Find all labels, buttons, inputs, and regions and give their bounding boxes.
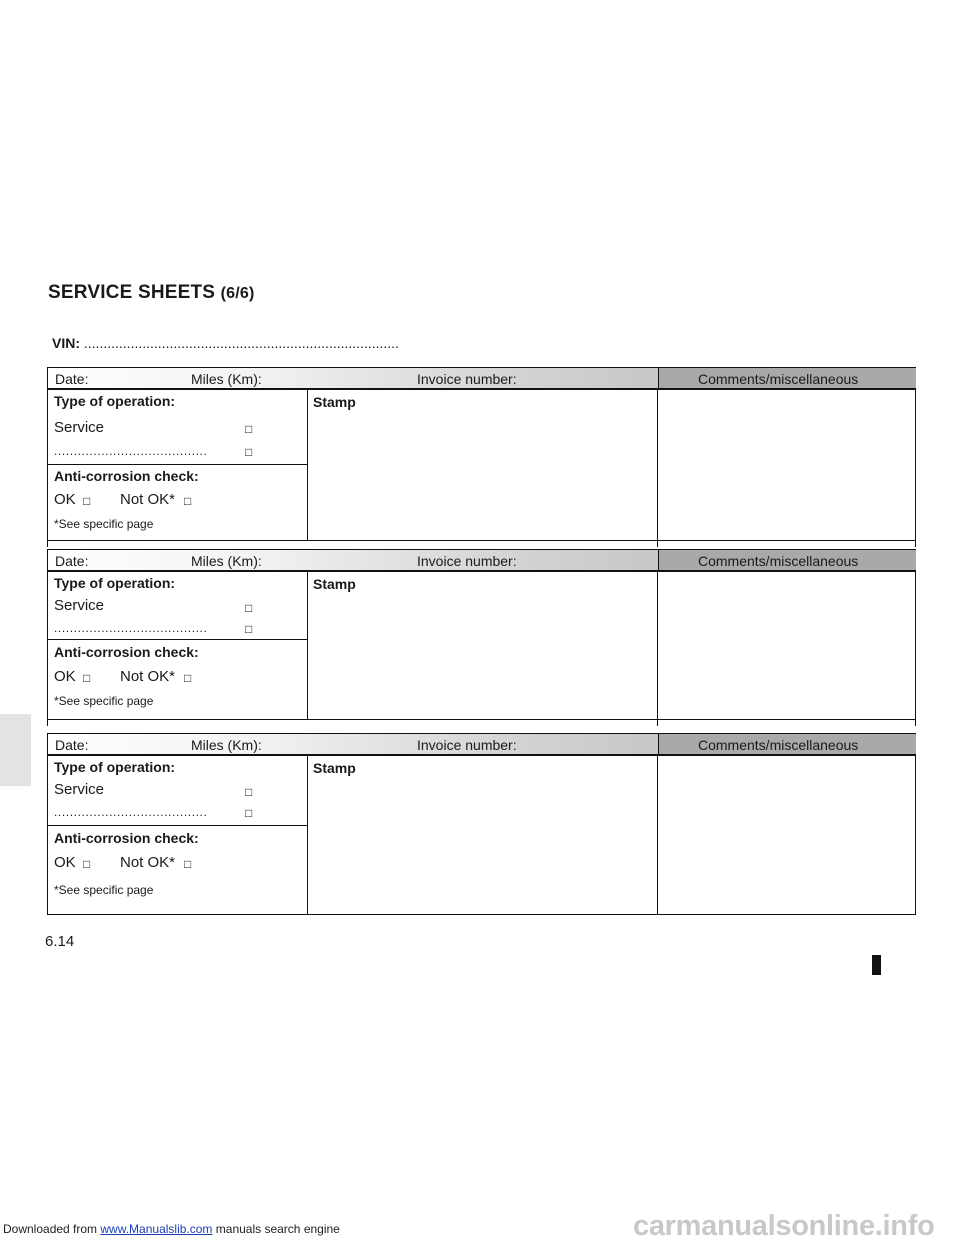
sheet-body: [48, 756, 915, 914]
operation-column: [48, 756, 308, 914]
date-label: Date:: [55, 371, 89, 387]
service-sheet-3: [47, 733, 916, 915]
see-specific-note: *See specific page: [54, 883, 154, 897]
sheet-body: [48, 390, 915, 540]
page-title: [48, 282, 255, 304]
stamp-column: [308, 572, 658, 719]
not-ok-checkbox[interactable]: □: [184, 494, 192, 508]
service-checkbox[interactable]: □: [245, 785, 253, 799]
service-label: Service: [54, 419, 105, 436]
other-operation-dots: .......................................: [54, 805, 208, 819]
stamp-label: Stamp: [313, 576, 356, 592]
invoice-label: Invoice number:: [417, 371, 517, 387]
see-specific-note: *See specific page: [54, 694, 154, 708]
other-operation-checkbox[interactable]: □: [245, 445, 253, 459]
anti-corrosion-label: Anti-corrosion check:: [54, 830, 199, 846]
end-of-section-mark: [872, 955, 881, 975]
manualslib-link[interactable]: www.Manualslib.com: [100, 1222, 213, 1236]
ok-label: OK: [54, 491, 76, 508]
sheet-separator: [47, 720, 916, 726]
invoice-label: Invoice number:: [417, 737, 517, 753]
type-of-operation-box: [48, 756, 307, 826]
date-label: Date:: [55, 553, 89, 569]
other-operation-dots: .......................................: [54, 621, 208, 635]
ok-checkbox[interactable]: □: [83, 857, 91, 871]
vin-label: VIN:: [52, 335, 80, 351]
footer-prefix: Downloaded from: [3, 1222, 101, 1236]
ok-checkbox[interactable]: □: [83, 494, 91, 508]
not-ok-checkbox[interactable]: □: [184, 857, 192, 871]
miles-label: Miles (Km):: [191, 553, 262, 569]
not-ok-label: Not OK*: [120, 668, 176, 685]
miles-label: Miles (Km):: [191, 371, 262, 387]
not-ok-label: Not OK*: [120, 491, 176, 508]
operation-column: [48, 572, 308, 719]
type-of-operation-label: Type of operation:: [54, 575, 176, 591]
service-sheet-1: [47, 367, 916, 541]
service-sheet-2: [47, 549, 916, 720]
miles-label: Miles (Km):: [191, 737, 262, 753]
vin-dots: .................................................................................: [83, 335, 399, 351]
stamp-column: [308, 390, 658, 540]
type-of-operation-box: [48, 572, 307, 640]
anti-corrosion-label: Anti-corrosion check:: [54, 644, 199, 660]
type-of-operation-box: [48, 390, 307, 465]
page-number: 6.14: [45, 933, 75, 950]
not-ok-checkbox[interactable]: □: [184, 671, 192, 685]
sheet-header: [48, 550, 915, 572]
comments-label: Comments/miscellaneous: [698, 737, 859, 753]
other-operation-checkbox[interactable]: □: [245, 622, 253, 636]
anti-corrosion-label: Anti-corrosion check:: [54, 468, 199, 484]
download-footer: [3, 1222, 340, 1236]
section-tab: [0, 714, 31, 786]
page-title-sub: (6/6): [220, 285, 255, 302]
sheet-header: [48, 368, 915, 390]
ok-label: OK: [54, 854, 76, 871]
comments-label: Comments/miscellaneous: [698, 371, 859, 387]
watermark: carmanualsonline.info: [633, 1210, 935, 1242]
comments-label: Comments/miscellaneous: [698, 553, 859, 569]
operation-column: [48, 390, 308, 540]
ok-label: OK: [54, 668, 76, 685]
see-specific-note: *See specific page: [54, 517, 154, 531]
service-label: Service: [54, 597, 105, 614]
stamp-column: [308, 756, 658, 914]
not-ok-label: Not OK*: [120, 854, 176, 871]
type-of-operation-label: Type of operation:: [54, 393, 176, 409]
other-operation-checkbox[interactable]: □: [245, 806, 253, 820]
service-checkbox[interactable]: □: [245, 422, 253, 436]
vin-line: [52, 335, 399, 351]
other-operation-dots: .......................................: [54, 444, 208, 458]
page-title-main: SERVICE SHEETS: [48, 282, 216, 303]
type-of-operation-label: Type of operation:: [54, 759, 176, 775]
stamp-label: Stamp: [313, 760, 356, 776]
sheet-separator: [47, 541, 916, 547]
sheet-header: [48, 734, 915, 756]
service-checkbox[interactable]: □: [245, 601, 253, 615]
sheet-body: [48, 572, 915, 719]
stamp-label: Stamp: [313, 394, 356, 410]
service-label: Service: [54, 781, 105, 798]
invoice-label: Invoice number:: [417, 553, 517, 569]
footer-suffix: manuals search engine: [212, 1222, 340, 1236]
date-label: Date:: [55, 737, 89, 753]
ok-checkbox[interactable]: □: [83, 671, 91, 685]
